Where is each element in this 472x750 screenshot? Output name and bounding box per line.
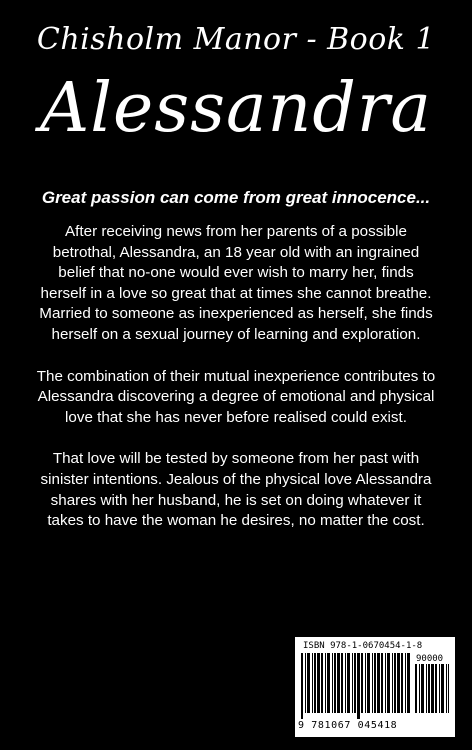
barcode-bar (439, 664, 440, 713)
barcode-bar (365, 653, 366, 713)
barcode-bar (305, 653, 306, 713)
barcode-bar (401, 653, 403, 713)
addon-digits: 90000 (416, 654, 444, 664)
ean-barcode-bars (301, 653, 411, 719)
addon-barcode-bars (415, 664, 449, 719)
barcode-bar (317, 653, 320, 713)
barcode-bar (385, 653, 386, 713)
barcode-bar (314, 653, 316, 713)
barcode-bar (428, 664, 430, 713)
barcode-bar (435, 664, 437, 713)
barcode-bar (397, 653, 400, 713)
barcode-bar (312, 653, 313, 713)
barcode-bar (347, 653, 350, 713)
barcode-bar (446, 664, 447, 713)
tagline: Great passion can come from great innocence... (41, 188, 431, 207)
blurb-paragraph-1: After receiving news from her parents of a possible betrothal, Alessandra, an 18 year old with an ingrained belief that no-one would ever wish to marry her, finds herself in a love so great that at times she cannot breathe. Married to someone as inexperienced as herself, she finds herself on a sexual journey of learning and exploration. (39, 223, 433, 343)
barcode-bar (381, 653, 383, 713)
barcode-bar (367, 653, 370, 713)
barcode-bar (345, 653, 346, 713)
barcode-bar (387, 653, 390, 713)
barcode-bar (337, 653, 340, 713)
barcode-bar (407, 653, 410, 713)
barcode-bar (405, 653, 406, 713)
barcode-bar (441, 664, 444, 713)
barcode-bar (307, 653, 310, 713)
series-title: Chisholm Manor - Book 1 (36, 22, 436, 57)
barcode-bar (341, 653, 343, 713)
barcode-bar (325, 653, 326, 713)
barcode-bar (372, 653, 373, 713)
barcode-bar (377, 653, 380, 713)
barcode-bar (419, 664, 420, 713)
barcode-bar (448, 664, 449, 713)
barcode-bar (421, 664, 424, 713)
barcode (295, 637, 455, 737)
barcode-bar (354, 653, 356, 713)
isbn-label: ISBN 978-1-0670454-1-8 (303, 641, 423, 651)
barcode-bar (334, 653, 336, 713)
barcode-bar (321, 653, 323, 713)
barcode-bar (374, 653, 376, 713)
barcode-bar (361, 653, 363, 713)
barcode-bar (327, 653, 330, 713)
blurb-paragraph-2: The combination of their mutual inexperience contributes to Alessandra discovering a degree of emotional and physical love that she has never before realised could exist. (36, 367, 436, 426)
book-title: Alessandra (40, 69, 432, 148)
barcode-bar (332, 653, 333, 713)
barcode-bar (415, 664, 417, 713)
ean-digits: 9 781067 045418 (298, 720, 398, 731)
barcode-bar (392, 653, 393, 713)
barcode-bar (352, 653, 353, 713)
barcode-bar (301, 653, 303, 719)
barcode-bar (394, 653, 396, 713)
barcode-bar (431, 664, 434, 713)
blurb-paragraph-3: That love will be tested by someone from her past with sinister intentions. Jealous of the physical love Alessandra shares with her husband, he is set on doing whatever it takes to have the woman he desires, no matter the cost. (40, 450, 432, 530)
barcode-bar (357, 653, 360, 719)
blurb (34, 222, 438, 553)
barcode-bar (426, 664, 427, 713)
